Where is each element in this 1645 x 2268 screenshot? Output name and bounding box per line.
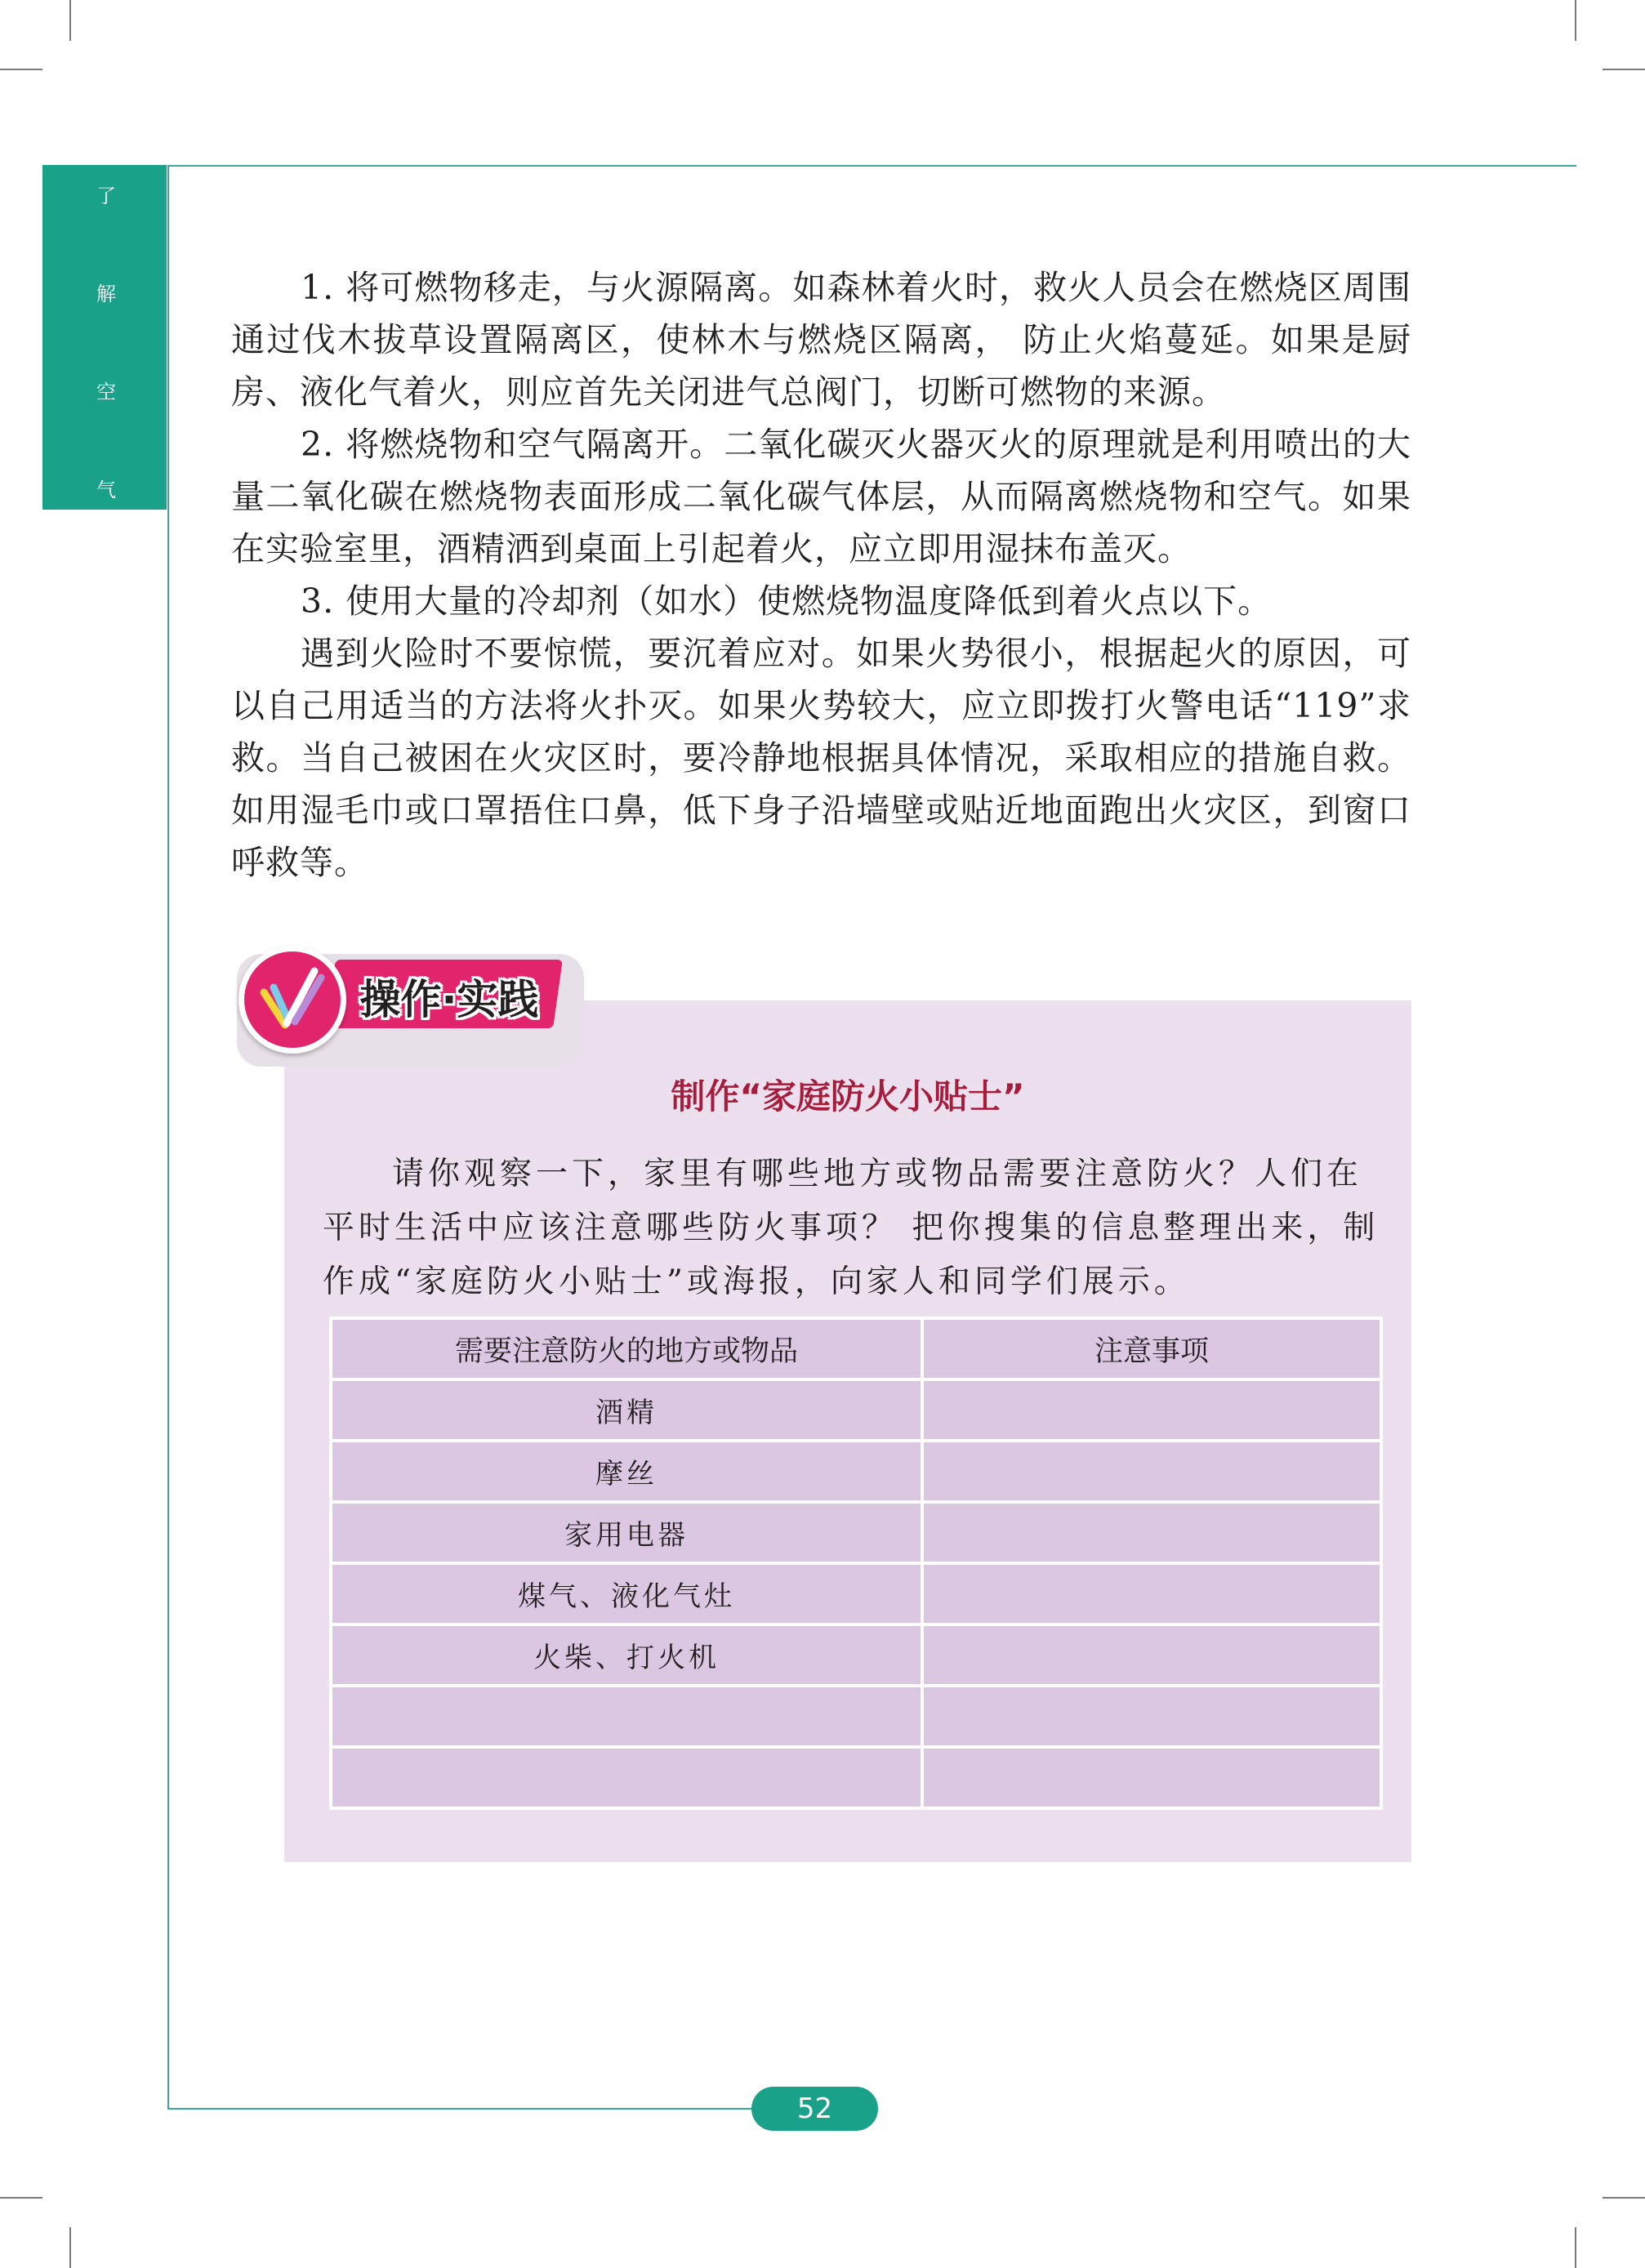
body-text — [231, 261, 1411, 889]
table-cell-item: 酒精 — [331, 1379, 922, 1441]
table-row — [331, 1624, 1381, 1686]
page-number: 52 — [796, 2092, 833, 2125]
table-cell-item: 家用电器 — [331, 1502, 922, 1563]
body-paragraph: 2. 将燃烧物和空气隔离开。二氧化碳灭火器灭火的原理就是利用喷出的大量二氧化碳在燃烧物表面形成二氧化碳气体层，从而隔离燃烧物和空气。如果在实验室里，酒精洒到桌面上引起着火，应立即用湿抹布盖灭。 — [231, 425, 1411, 568]
side-tab-char: 气 — [96, 479, 116, 501]
crop-mark — [69, 2227, 71, 2268]
table-header-row — [331, 1318, 1381, 1379]
table-header-cell: 注意事项 — [922, 1318, 1381, 1379]
table-cell-notes — [922, 1747, 1381, 1808]
table-row — [331, 1502, 1381, 1563]
crop-mark — [69, 0, 71, 41]
table-cell-notes — [922, 1379, 1381, 1441]
frame-left-line — [167, 165, 169, 2109]
crop-mark — [1603, 69, 1645, 70]
table-cell-item — [331, 1686, 922, 1747]
checkmark-badge-icon — [239, 946, 346, 1054]
table-cell-item: 煤气、液化气灶 — [331, 1563, 922, 1624]
fire-safety-table — [329, 1317, 1383, 1810]
table-row — [331, 1441, 1381, 1502]
table-row — [331, 1563, 1381, 1624]
crop-mark — [1575, 0, 1576, 41]
table-cell-item — [331, 1747, 922, 1808]
side-tab-char: 了 — [96, 185, 116, 207]
practice-paragraph: 请你观察一下，家里有哪些地方或物品需要注意防火？人们在平时生活中应该注意哪些防火事项？ 把你搜集的信息整理出来，制作成“家庭防火小贴士”或海报，向家人和同学们展示。 — [323, 1156, 1380, 1300]
practice-instructions — [323, 1147, 1384, 1309]
body-paragraph: 遇到火险时不要惊慌，要沉着应对。如果火势很小，根据起火的原因，可以自己用适当的方法将火扑灭。如果火势较大，应立即拨打火警电话“119”求救。当自己被困在火灾区时，要冷静地根据具体情况，采取相应的措施自救。如用湿毛巾或口罩捂住口鼻，低下身子沿墙壁或贴近地面跑出火灾区，到窗口呼救等。 — [231, 634, 1411, 882]
table-row — [331, 1747, 1381, 1808]
body-paragraph: 1. 将可燃物移走，与火源隔离。如森林着火时，救火人员会在燃烧区周围通过伐木拔草设置隔离区，使林木与燃烧区隔离， 防止火焰蔓延。如果是厨房、液化气着火，则应首先关闭进气总阀门，切断可燃物的来源。 — [231, 268, 1411, 412]
crop-mark — [0, 2197, 42, 2199]
table-row — [331, 1686, 1381, 1747]
table-cell-notes — [922, 1441, 1381, 1502]
crop-mark — [0, 69, 42, 70]
table-header-cell: 需要注意防火的地方或物品 — [331, 1318, 922, 1379]
table-cell-notes — [922, 1624, 1381, 1686]
side-tab-char: 解 — [96, 283, 116, 305]
frame-bottom-line — [167, 2108, 772, 2110]
table-cell-item: 摩丝 — [331, 1441, 922, 1502]
crop-mark — [1575, 2227, 1576, 2268]
crop-mark — [1603, 2197, 1645, 2199]
table-cell-notes — [922, 1563, 1381, 1624]
frame-top-line — [167, 165, 1576, 167]
table-cell-notes — [922, 1502, 1381, 1563]
chapter-side-tab — [42, 165, 167, 510]
table-row — [331, 1379, 1381, 1441]
body-paragraph: 3. 使用大量的冷却剂（如水）使燃烧物温度降低到着火点以下。 — [301, 581, 1273, 621]
practice-badge-label: 操作·实践 — [359, 976, 539, 1023]
table-cell-notes — [922, 1686, 1381, 1747]
table-cell-item: 火柴、打火机 — [331, 1624, 922, 1686]
side-tab-char: 空 — [96, 381, 116, 403]
practice-title: 制作“家庭防火小贴士” — [671, 1076, 1025, 1116]
